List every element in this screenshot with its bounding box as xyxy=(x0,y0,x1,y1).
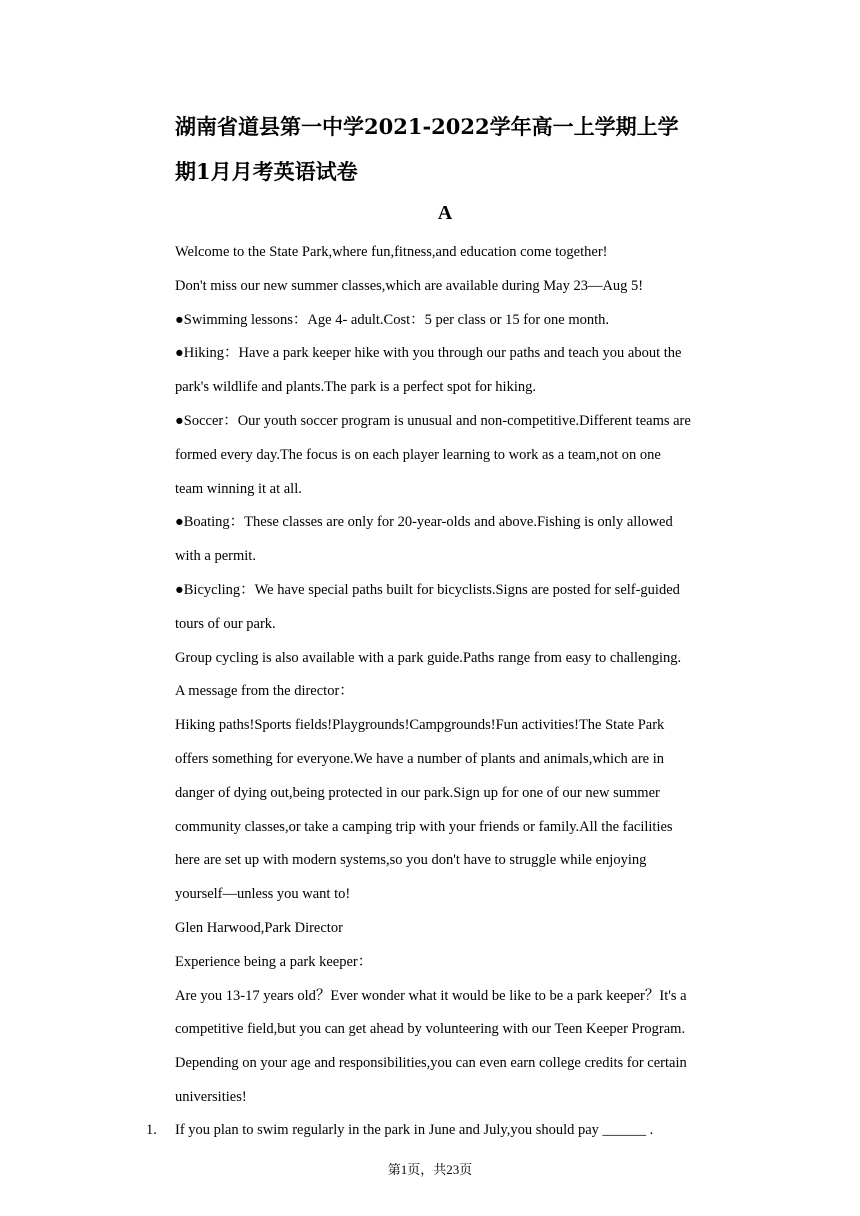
passage-line: yourself—unless you want to! xyxy=(175,886,351,903)
passage-line: ●Hiking：Have a park keeper hike with you through our paths and teach you about the xyxy=(175,345,682,362)
title-line-1: 湖南省道县第一中学2021-2022学年高一上学期上学 xyxy=(175,114,679,139)
passage-line: universities! xyxy=(175,1088,247,1105)
passage-line: offers something for everyone.We have a number of plants and animals,which are in xyxy=(175,750,664,767)
document-title xyxy=(175,104,735,194)
passage-line: Are you 13-17 years old？Ever wonder what it would be like to be a park keeper？It's a xyxy=(175,987,687,1004)
passage-line: competitive field,but you can get ahead by volunteering with our Teen Keeper Program. xyxy=(175,1021,686,1038)
passage-line: A message from the director： xyxy=(175,683,354,700)
passage-line: Hiking paths!Sports fields!Playgrounds!Campgrounds!Fun activities!The State Park xyxy=(175,717,665,734)
passage-line: community classes,or take a camping trip with your friends or family.All the facilities xyxy=(175,818,673,835)
passage-line: Depending on your age and responsibilities,you can even earn college credits for certain xyxy=(175,1055,687,1072)
passage-line: Don't miss our new summer classes,which are available during May 23—Aug 5! xyxy=(175,277,644,294)
passage-line: ●Swimming lessons：Age 4- adult.Cost：5 per class or 15 for one month. xyxy=(175,311,610,328)
section-label: A xyxy=(437,202,453,224)
passage-line: Group cycling is also available with a park guide.Paths range from easy to challenging. xyxy=(175,649,682,666)
passage-line: Welcome to the State Park,where fun,fitness,and education come together! xyxy=(175,244,608,260)
passage-text xyxy=(175,239,735,1118)
title-line-2: 期1月月考英语试卷 xyxy=(175,159,358,184)
question-number: 1. xyxy=(146,1122,157,1138)
passage-line: ●Boating：These classes are only for 20-year-olds and above.Fishing is only allowed xyxy=(175,514,673,531)
passage-line: formed every day.The focus is on each player learning to work as a team,not on one xyxy=(175,446,661,463)
page-footer: 第1页，共23页 xyxy=(387,1162,473,1177)
passage-line: team winning it at all. xyxy=(175,480,302,497)
passage-line: Experience being a park keeper： xyxy=(175,953,373,970)
passage-line: tours of our park. xyxy=(175,615,276,632)
passage-line: park's wildlife and plants.The park is a perfect spot for hiking. xyxy=(175,379,536,396)
passage-line: Glen Harwood,Park Director xyxy=(175,919,343,936)
passage-line: with a permit. xyxy=(175,548,256,565)
passage-line: danger of dying out,being protected in our park.Sign up for one of our new summer xyxy=(175,784,660,801)
passage-line: here are set up with modern systems,so you don't have to struggle while enjoying xyxy=(175,852,647,869)
passage-line: ●Bicycling：We have special paths built for bicyclists.Signs are posted for self-guided xyxy=(175,581,680,598)
question-text: If you plan to swim regularly in the park in June and July,you should pay ______ . xyxy=(175,1122,654,1138)
passage-line: ●Soccer：Our youth soccer program is unusual and non-competitive.Different teams are xyxy=(175,412,691,429)
